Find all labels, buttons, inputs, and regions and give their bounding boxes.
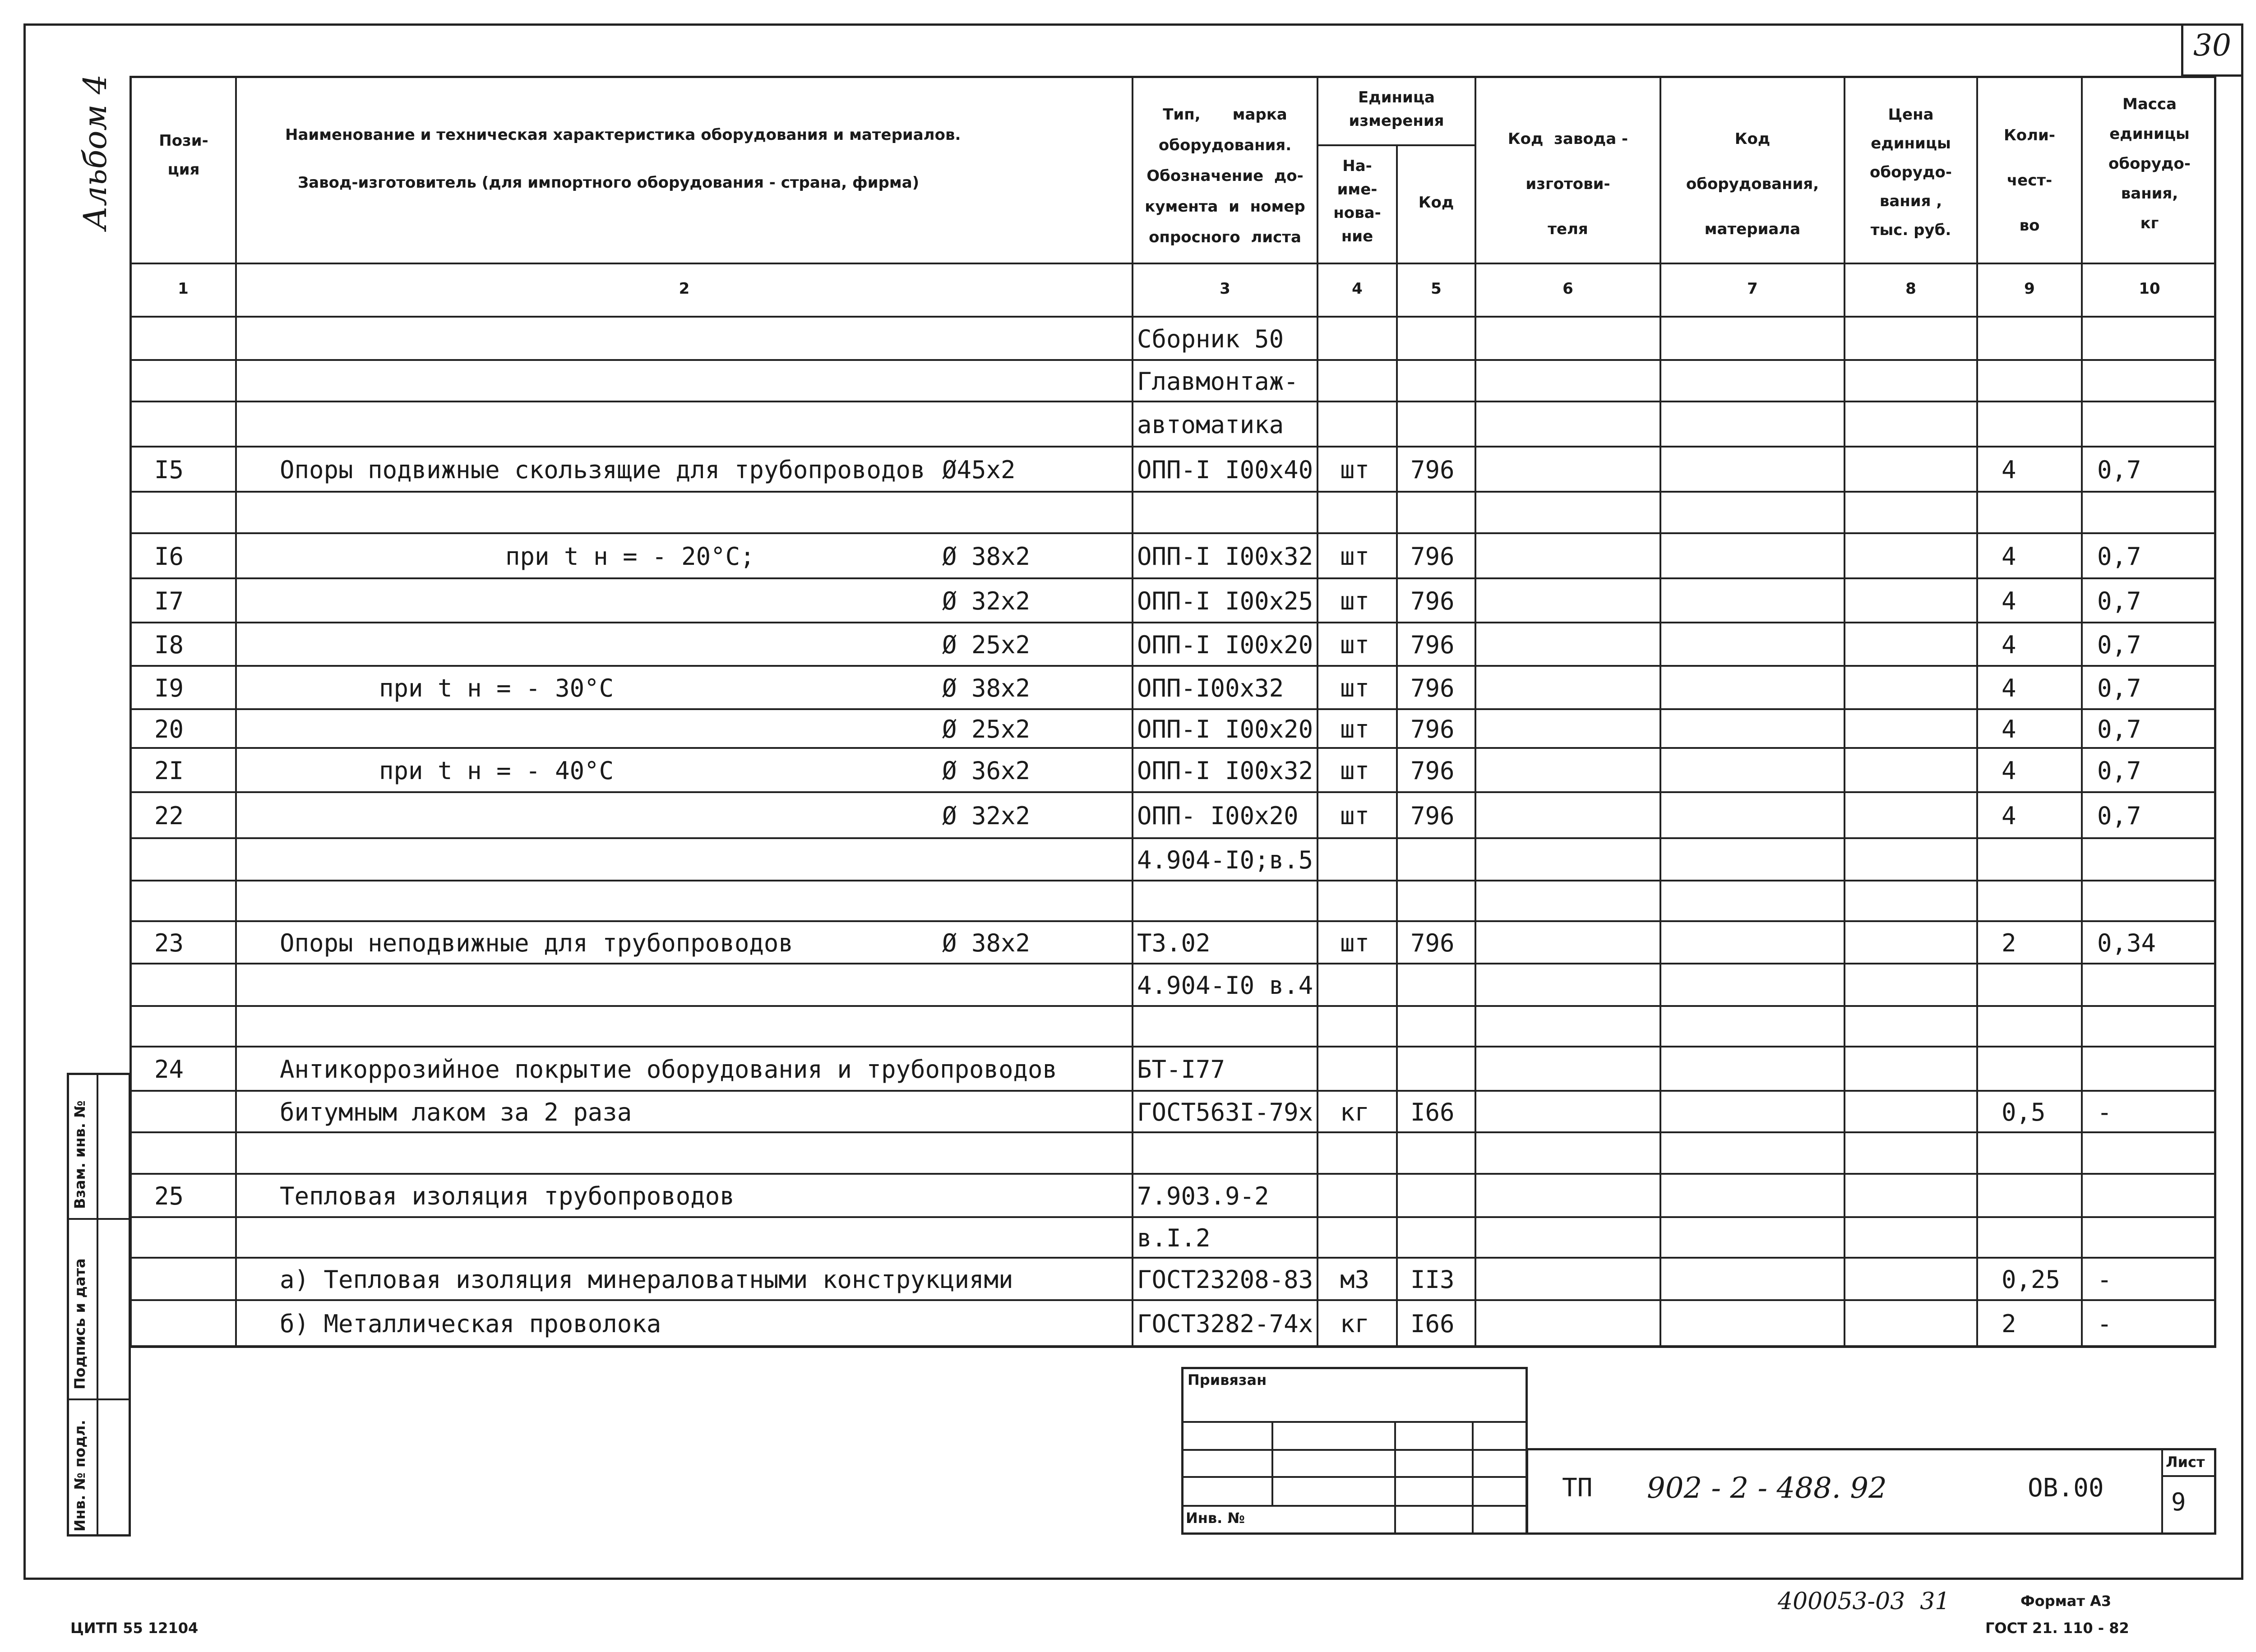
- table-cell-name: а) Тепловая изоляция минераловатными конструкциями: [280, 1265, 1013, 1294]
- table-cell-code: I66: [1410, 1098, 1455, 1126]
- table-cell-type: ОПП-I I00x32: [1137, 757, 1313, 785]
- table-cell-mass: 0,7: [2097, 587, 2141, 615]
- row-separator: [129, 359, 2216, 361]
- table-cell-pos: I9: [154, 674, 184, 702]
- header-bottom-line: [129, 263, 2216, 264]
- privyazan-line-3: [1181, 1476, 1528, 1478]
- table-cell-name: при t н = - 20°С;: [505, 542, 755, 571]
- header-col9: Коли- чест- во: [2004, 126, 2055, 235]
- table-cell-mass: 0,7: [2097, 802, 2141, 830]
- sheet-line: [2161, 1475, 2216, 1477]
- table-cell-name: Тепловая изоляция трубопроводов: [280, 1182, 735, 1210]
- row-separator: [129, 1299, 2216, 1301]
- table-cell-type: ТЗ.02: [1137, 929, 1211, 957]
- header-col2-line2: Завод-изготовитель (для импортного оборудования - страна, фирма): [298, 174, 920, 192]
- colnum-10: 10: [2139, 280, 2160, 298]
- table-cell-dia: Ø 38x2: [942, 542, 1031, 571]
- table-cell-dia: Ø 38x2: [942, 929, 1031, 957]
- row-separator: [129, 1216, 2216, 1218]
- table-cell-type: ГОСТ23208-83: [1137, 1265, 1313, 1294]
- table-cell-type: Сборник 50: [1137, 325, 1284, 353]
- table-cell-name: при t н = - 30°С: [379, 674, 614, 702]
- privyazan-label: Привязан: [1188, 1371, 1267, 1389]
- table-cell-type: ГОСТ563I-79х: [1137, 1098, 1313, 1126]
- colnum-bottom-line: [129, 316, 2216, 318]
- col-sep-9: [2081, 76, 2083, 1348]
- header-unit-group: Единица измерения: [1349, 88, 1444, 130]
- table-cell-name: Опоры неподвижные для трубопроводов: [280, 929, 793, 957]
- row-separator: [129, 963, 2216, 964]
- table-cell-dia: Ø 32x2: [942, 587, 1031, 615]
- header-col1: Пози- ция: [159, 132, 208, 179]
- header-col8: Цена единицы оборудо- вания , тыс. руб.: [1870, 106, 1952, 239]
- table-cell-type: ОПП-I I00x20: [1137, 631, 1313, 659]
- table-cell-qty: 4: [2002, 587, 2016, 615]
- header-col2-line1: Наименование и техническая характеристика оборудования и материалов.: [285, 126, 961, 144]
- col-sep-1: [235, 76, 237, 1348]
- privyazan-col-3: [1472, 1421, 1474, 1534]
- table-cell-unit: шт: [1340, 456, 1370, 484]
- table-cell-code: 796: [1410, 631, 1455, 659]
- header-col3: Тип, марка оборудования. Обозначение до- кумента и номер опросного листа: [1145, 106, 1305, 246]
- table-cell-type: 7.903.9-2: [1137, 1182, 1269, 1210]
- inv-no-label: Инв. №: [1186, 1509, 1245, 1527]
- table-cell-mass: 0,7: [2097, 631, 2141, 659]
- table-cell-pos: 2I: [154, 757, 184, 785]
- col-sep-3: [1317, 76, 1318, 1348]
- doc-suffix: ОВ.00: [2028, 1473, 2104, 1503]
- table-cell-qty: 4: [2002, 674, 2016, 702]
- row-separator: [129, 791, 2216, 793]
- table-cell-code: 796: [1410, 802, 1455, 830]
- album-label: Альбом 4: [77, 74, 114, 230]
- table-cell-dia: Ø 32x2: [942, 802, 1031, 830]
- table-cell-qty: 4: [2002, 631, 2016, 659]
- colnum-2: 2: [679, 280, 690, 298]
- side-vzam-inv: Взам. инв. №: [71, 1100, 88, 1209]
- table-cell-mass: 0,7: [2097, 715, 2141, 743]
- table-cell-code: II3: [1410, 1265, 1455, 1294]
- table-cell-qty: 4: [2002, 542, 2016, 571]
- colnum-9: 9: [2024, 280, 2035, 298]
- header-col4: На- име- нова- ние: [1333, 157, 1381, 245]
- gost-label: ГОСТ 21. 110 - 82: [1985, 1620, 2129, 1637]
- side-stamp-divider: [97, 1073, 98, 1537]
- table-cell-mass: -: [2097, 1098, 2112, 1126]
- table-cell-code: 796: [1410, 542, 1455, 571]
- table-cell-code: 796: [1410, 715, 1455, 743]
- table-cell-unit: м3: [1340, 1265, 1370, 1294]
- row-separator: [129, 880, 2216, 881]
- table-cell-unit: шт: [1340, 674, 1370, 702]
- table-cell-dia: Ø 38x2: [942, 674, 1031, 702]
- table-cell-qty: 2: [2002, 929, 2016, 957]
- table-cell-mass: -: [2097, 1310, 2112, 1338]
- table-cell-dia: Ø45x2: [942, 456, 1016, 484]
- privyazan-col-2: [1394, 1421, 1396, 1534]
- table-cell-code: 796: [1410, 456, 1455, 484]
- table-cell-type: 4.904-I0 в.4: [1137, 971, 1313, 1000]
- row-separator: [129, 401, 2216, 402]
- header-col10: Масса единицы оборудо- вания, кг: [2108, 95, 2191, 232]
- privyazan-col-1: [1271, 1421, 1273, 1505]
- bottom-left-org: ЦИТП 55 12104: [70, 1620, 199, 1637]
- table-cell-unit: шт: [1340, 715, 1370, 743]
- table-cell-code: 796: [1410, 929, 1455, 957]
- col-sep-5: [1475, 76, 1476, 1348]
- table-cell-name: б) Металлическая проволока: [280, 1310, 661, 1338]
- row-separator: [129, 1131, 2216, 1133]
- col-sep-8: [1976, 76, 1978, 1348]
- side-stamp-line-2: [67, 1398, 131, 1400]
- table-cell-mass: 0,7: [2097, 674, 2141, 702]
- table-cell-unit: шт: [1340, 542, 1370, 571]
- table-cell-code: I66: [1410, 1310, 1455, 1338]
- table-cell-dia: Ø 25x2: [942, 631, 1031, 659]
- format-label: Формат А3: [2020, 1592, 2112, 1610]
- row-separator: [129, 708, 2216, 710]
- row-separator: [129, 1046, 2216, 1047]
- table-cell-dia: Ø 25x2: [942, 715, 1031, 743]
- row-separator: [129, 491, 2216, 493]
- table-cell-type: автоматика: [1137, 411, 1284, 439]
- table-cell-pos: 25: [154, 1182, 184, 1210]
- table-cell-unit: шт: [1340, 587, 1370, 615]
- row-separator: [129, 1090, 2216, 1092]
- header-col7: Код оборудования, материала: [1686, 130, 1819, 238]
- table-cell-pos: 24: [154, 1055, 184, 1084]
- table-cell-name: при t н = - 40°С: [379, 757, 614, 785]
- header-col5: Код: [1418, 194, 1454, 212]
- table-cell-name: Антикоррозийное покрытие оборудования и трубопроводов: [280, 1055, 1058, 1084]
- row-separator: [129, 665, 2216, 667]
- table-cell-qty: 4: [2002, 456, 2016, 484]
- colnum-7: 7: [1747, 280, 1758, 298]
- table-cell-qty: 4: [2002, 757, 2016, 785]
- table-cell-unit: кг: [1340, 1098, 1370, 1126]
- row-separator: [129, 837, 2216, 839]
- table-cell-qty: 4: [2002, 802, 2016, 830]
- side-stamp-line-1: [67, 1218, 131, 1220]
- colnum-3: 3: [1220, 280, 1230, 298]
- bottom-handwritten-number: 400053-03 31: [1778, 1588, 1950, 1615]
- colnum-1: 1: [178, 280, 189, 298]
- row-separator: [129, 1173, 2216, 1175]
- table-cell-qty: 2: [2002, 1310, 2016, 1338]
- unit-sub-line: [1317, 144, 1475, 146]
- table-cell-code: 796: [1410, 674, 1455, 702]
- table-cell-pos: 23: [154, 929, 184, 957]
- sheet-number: 9: [2171, 1488, 2186, 1516]
- row-separator: [129, 622, 2216, 623]
- side-podpis-data: Подпись и дата: [71, 1258, 88, 1389]
- table-cell-unit: шт: [1340, 757, 1370, 785]
- colnum-8: 8: [1905, 280, 1916, 298]
- table-cell-type: в.I.2: [1137, 1224, 1211, 1252]
- table-cell-mass: 0,34: [2097, 929, 2156, 957]
- table-cell-pos: I6: [154, 542, 184, 571]
- table-cell-type: Главмонтаж-: [1137, 367, 1299, 396]
- col-sep-2: [1132, 76, 1133, 1348]
- sheet-divider: [2161, 1448, 2163, 1535]
- table-cell-type: ОПП-I I00x20: [1137, 715, 1313, 743]
- table-cell-dia: Ø 36x2: [942, 757, 1031, 785]
- table-cell-qty: 4: [2002, 715, 2016, 743]
- colnum-5: 5: [1431, 280, 1442, 298]
- side-inv-podl: Инв. № подл.: [71, 1420, 88, 1532]
- table-cell-qty: 0,25: [2002, 1265, 2061, 1294]
- table-cell-code: 796: [1410, 587, 1455, 615]
- table-cell-type: ОПП-I I00x25: [1137, 587, 1313, 615]
- table-cell-type: 4.904-I0;в.5: [1137, 846, 1313, 874]
- table-cell-unit: кг: [1340, 1310, 1370, 1338]
- doc-number: 902 - 2 - 488. 92: [1647, 1472, 1887, 1505]
- table-cell-mass: 0,7: [2097, 542, 2141, 571]
- col-sep-7: [1844, 76, 1845, 1348]
- body-bottom-line: [129, 1345, 2216, 1347]
- row-separator: [129, 1005, 2216, 1007]
- table-cell-mass: 0,7: [2097, 757, 2141, 785]
- privyazan-line-2: [1181, 1449, 1528, 1451]
- row-separator: [129, 920, 2216, 922]
- table-cell-unit: шт: [1340, 929, 1370, 957]
- header-col6: Код завода - изготови- теля: [1507, 130, 1628, 238]
- table-cell-mass: 0,7: [2097, 456, 2141, 484]
- table-cell-unit: шт: [1340, 802, 1370, 830]
- table-cell-type: БТ-I77: [1137, 1055, 1225, 1084]
- col-sep-6: [1660, 76, 1661, 1348]
- colnum-4: 4: [1352, 280, 1363, 298]
- table-cell-type: ОПП-I I00x32: [1137, 542, 1313, 571]
- privyazan-line-1: [1181, 1421, 1528, 1423]
- sheet-label: Лист: [2166, 1454, 2205, 1471]
- col-sep-4: [1396, 144, 1398, 1348]
- row-separator: [129, 446, 2216, 448]
- table-cell-qty: 0,5: [2002, 1098, 2046, 1126]
- colnum-6: 6: [1563, 280, 1573, 298]
- table-cell-pos: I5: [154, 456, 184, 484]
- table-cell-type: ОПП-I I00x40: [1137, 456, 1313, 484]
- table-cell-pos: 22: [154, 802, 184, 830]
- doc-prefix: ТП: [1562, 1473, 1593, 1503]
- table-cell-name: битумным лаком за 2 раза: [280, 1098, 632, 1126]
- row-separator: [129, 577, 2216, 579]
- table-cell-code: 796: [1410, 757, 1455, 785]
- table-cell-pos: 20: [154, 715, 184, 743]
- table-cell-type: ОПП- I00x20: [1137, 802, 1299, 830]
- privyazan-line-4: [1181, 1505, 1528, 1507]
- row-separator: [129, 1257, 2216, 1259]
- row-separator: [129, 532, 2216, 534]
- page-number-top: 30: [2193, 28, 2231, 63]
- table-cell-unit: шт: [1340, 631, 1370, 659]
- table-cell-type: ОПП-I00x32: [1137, 674, 1284, 702]
- table-cell-name: Опоры подвижные скользящие для трубопроводов: [280, 456, 925, 484]
- table-cell-pos: I7: [154, 587, 184, 615]
- table-cell-mass: -: [2097, 1265, 2112, 1294]
- table-cell-pos: I8: [154, 631, 184, 659]
- table-cell-type: ГОСТ3282-74х: [1137, 1310, 1313, 1338]
